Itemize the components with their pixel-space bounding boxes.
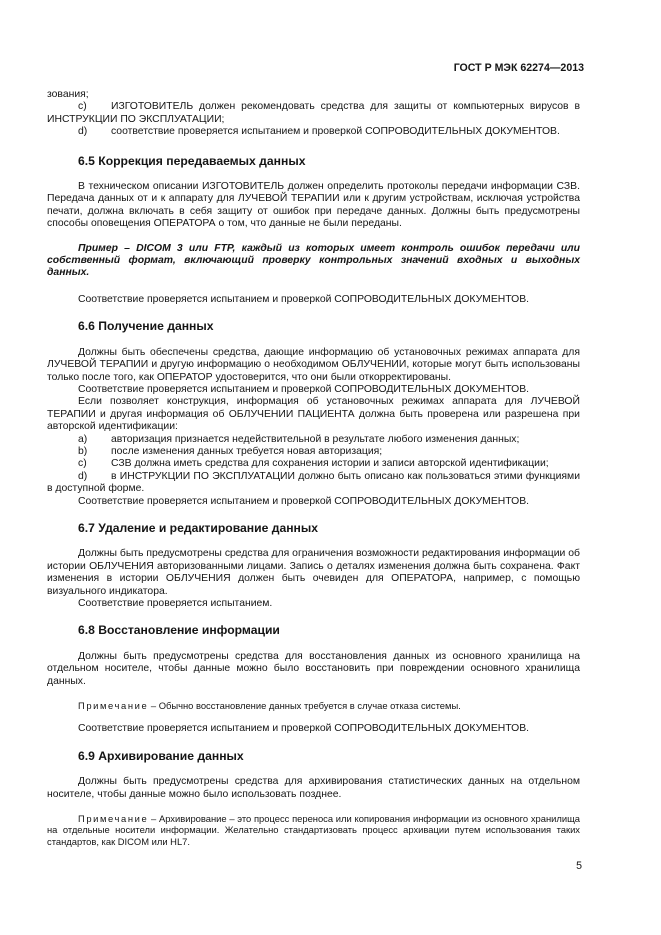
paragraph: Должны быть обеспечены средства, дающие информацию об установочных режимах аппарата для ЛУЧЕВОЙ ТЕРАПИИ и другую информацию о необходимом ОБЛУЧЕНИИ, которые могут быть использованы только после того, как ОПЕРАТОР удостоверится, что они были откорректированы. bbox=[47, 346, 580, 383]
compliance-paragraph: Соответствие проверяется испытанием и проверкой СОПРОВОДИТЕЛЬНЫХ ДОКУМЕНТОВ. bbox=[78, 495, 530, 507]
list-marker: c) bbox=[78, 458, 87, 470]
section-heading-6-9: 6.9 Архивирование данных bbox=[78, 748, 244, 763]
list-marker: c) bbox=[78, 101, 87, 113]
section-heading-6-6: 6.6 Получение данных bbox=[78, 319, 214, 334]
list-marker: d) bbox=[78, 470, 88, 482]
list-item bbox=[47, 458, 580, 470]
compliance-paragraph: Соответствие проверяется испытанием и проверкой СОПРОВОДИТЕЛЬНЫХ ДОКУМЕНТОВ. bbox=[78, 383, 530, 395]
note-text: – Обычно восстановление данных требуется в случае отказа системы. bbox=[148, 700, 461, 712]
list-item bbox=[47, 471, 580, 496]
list-item-text: СЗВ должна иметь средства для сохранения истории и записи авторской идентификации; bbox=[111, 458, 549, 470]
list-item-text: ИЗГОТОВИТЕЛЬ должен рекомендовать средства для защиты от компьютерных вирусов в ИНСТРУКЦИИ ПО ЭКСПЛУАТАЦИИ; bbox=[47, 101, 580, 125]
compliance-paragraph: Соответствие проверяется испытанием и проверкой СОПРОВОДИТЕЛЬНЫХ ДОКУМЕНТОВ. bbox=[78, 723, 530, 735]
list-item bbox=[47, 446, 580, 458]
list-item-text: соответствие проверяется испытанием и проверкой СОПРОВОДИТЕЛЬНЫХ ДОКУМЕНТОВ. bbox=[111, 126, 560, 138]
list-item-text: в ИНСТРУКЦИИ ПО ЭКСПЛУАТАЦИИ должно быть описано как пользоваться этими функциями в доступной форме. bbox=[47, 470, 580, 495]
section-heading-6-8: 6.8 Восстановление информации bbox=[78, 623, 280, 638]
paragraph-continuation: зования; bbox=[47, 89, 89, 100]
list-item-text: после изменения данных требуется новая авторизация; bbox=[111, 445, 383, 457]
list-marker: b) bbox=[78, 445, 88, 457]
note-label: Примечание bbox=[78, 700, 149, 712]
note bbox=[47, 813, 580, 847]
example-paragraph: Пример – DICOM 3 или FTP, каждый из которых имеет контроль ошибок передачи или собственный формат, включающий проверку контрольных значений входных и выходных данных. bbox=[47, 242, 580, 279]
compliance-paragraph: Соответствие проверяется испытанием и проверкой СОПРОВОДИТЕЛЬНЫХ ДОКУМЕНТОВ. bbox=[78, 293, 530, 305]
note bbox=[47, 700, 580, 711]
list-item bbox=[47, 101, 580, 126]
standard-header: ГОСТ Р МЭК 62274—2013 bbox=[453, 62, 584, 74]
list-marker: d) bbox=[78, 126, 88, 138]
list-item bbox=[47, 126, 580, 138]
paragraph: В техническом описании ИЗГОТОВИТЕЛЬ должен определить протоколы передачи информации СЗВ. Передача данных от и к аппарату для ЛУЧЕВОЙ ТЕРАПИИ или к другим устройствам, исключая устройства печати, должна включать в себя защиту от ошибок при передаче данных. Должны быть предусмотрены способы оповещения ОПЕРАТОРА о том, что данные не были переданы. bbox=[47, 181, 580, 230]
section-heading-6-5: 6.5 Коррекция передаваемых данных bbox=[78, 153, 306, 168]
paragraph: Должны быть предусмотрены средства для восстановления данных из основного хранилища на отдельном носителе, чтобы данные можно было восстановить при повреждении основного хранилища данных. bbox=[47, 650, 580, 687]
list-item-text: авторизация признается недействительной в результате любого изменения данных; bbox=[111, 433, 520, 445]
page-number: 5 bbox=[576, 860, 582, 872]
note-label: Примечание bbox=[78, 813, 149, 825]
paragraph: Если позволяет конструкция, информация об установочных режимах аппарата для ЛУЧЕВОЙ ТЕРАПИИ и другая информация об ОБЛУЧЕНИИ ПАЦИЕНТА должна быть проверена или разрешена при авторской идентификации: bbox=[47, 396, 580, 433]
compliance-paragraph: Соответствие проверяется испытанием. bbox=[78, 598, 273, 609]
list-marker: a) bbox=[78, 433, 88, 445]
list-item bbox=[47, 434, 580, 446]
paragraph: Должны быть предусмотрены средства для ограничения возможности редактирования информации об истории ОБЛУЧЕНИЯ авторизованными лицами. Запись о деталях изменения должна быть сохранена. Факт изменения в истории ОБЛУЧЕНИЯ должен быть очевиден для ОПЕРАТОРА, например, с помощью визуального индикатора. bbox=[47, 548, 580, 597]
paragraph: Должны быть предусмотрены средства для архивирования статистических данных на отдельном носителе, чтобы данные можно было использовать позднее. bbox=[47, 776, 580, 800]
note-text: – Архивирование – это процесс переноса или копирования информации из основного хранилища на отдельные носители информации. Желательно стандартизовать процесс архивации путем использования таких стандартов, как DICOM или HL7. bbox=[47, 813, 580, 847]
page-content bbox=[47, 89, 580, 847]
section-heading-6-7: 6.7 Удаление и редактирование данных bbox=[78, 520, 319, 535]
